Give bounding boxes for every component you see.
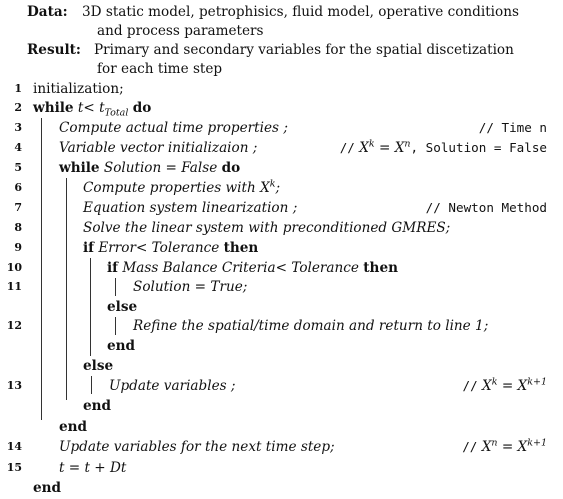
line-number: 3 bbox=[14, 121, 22, 134]
algo-line-6 bbox=[0, 178, 563, 198]
equals: = bbox=[497, 439, 518, 455]
while-statement bbox=[33, 98, 151, 118]
equals: = bbox=[497, 378, 518, 394]
keyword-if: if bbox=[107, 260, 119, 276]
comment-slashes: // bbox=[339, 140, 355, 155]
line-text: Update variables for the next time step; bbox=[59, 439, 335, 455]
if-statement bbox=[107, 258, 398, 278]
keyword-while: while bbox=[33, 100, 74, 116]
line-text: Solution = True; bbox=[133, 279, 248, 295]
line-number: 12 bbox=[6, 319, 22, 332]
if-condition: Error< Tolerance bbox=[98, 240, 220, 256]
line-text: Update variables ; bbox=[109, 378, 236, 394]
line-number: 9 bbox=[14, 241, 22, 254]
algo-line-2 bbox=[0, 98, 563, 118]
keyword-end: end bbox=[59, 419, 88, 435]
while-statement bbox=[59, 158, 240, 178]
line-number: 15 bbox=[6, 461, 22, 474]
algo-line-10 bbox=[0, 258, 563, 278]
math-x: X bbox=[482, 378, 492, 394]
math-x: X bbox=[260, 180, 270, 196]
algo-line-1 bbox=[0, 79, 563, 99]
var-t: t bbox=[77, 100, 84, 116]
math-x: X bbox=[517, 378, 528, 394]
comment bbox=[340, 138, 547, 158]
line-number: 8 bbox=[14, 221, 22, 234]
line-text: Equation system linearization ; bbox=[83, 200, 298, 216]
algo-end-1 bbox=[0, 336, 563, 356]
data-line-1 bbox=[0, 2, 563, 22]
line-number: 4 bbox=[14, 141, 22, 154]
algo-end-2 bbox=[0, 396, 563, 416]
var-t-total: t bbox=[99, 100, 105, 116]
algo-line-5 bbox=[0, 158, 563, 178]
line-number: 13 bbox=[6, 379, 22, 392]
line-text bbox=[83, 178, 280, 198]
keyword-end: end bbox=[83, 398, 112, 414]
keyword-end: end bbox=[107, 338, 136, 354]
line-number: 7 bbox=[14, 201, 22, 214]
comment: // Time n bbox=[478, 120, 547, 135]
math-x: X bbox=[394, 140, 405, 156]
comment: // Newton Method bbox=[425, 200, 547, 215]
algo-end-4 bbox=[0, 478, 563, 498]
math-x: X bbox=[481, 439, 492, 455]
semicolon: ; bbox=[275, 180, 281, 196]
line-number: 14 bbox=[6, 440, 22, 453]
line-text: Refine the spatial/time domain and return to line 1; bbox=[133, 318, 489, 334]
data-label: Data: bbox=[27, 4, 68, 20]
equals: = bbox=[374, 140, 395, 156]
result-text-continuation: for each time step bbox=[97, 61, 223, 77]
algo-line-4 bbox=[0, 138, 563, 158]
sup-k: k bbox=[269, 178, 276, 190]
algo-line-15 bbox=[0, 458, 563, 478]
algo-line-12 bbox=[0, 316, 563, 336]
keyword-while: while bbox=[59, 160, 100, 176]
algo-line-9 bbox=[0, 238, 563, 258]
data-line-2 bbox=[0, 21, 563, 41]
if-statement bbox=[83, 238, 258, 258]
sup-k-plus-1: k+1 bbox=[527, 437, 547, 449]
math-x: X bbox=[517, 439, 528, 455]
algo-line-7 bbox=[0, 198, 563, 218]
line-number: 5 bbox=[14, 161, 22, 174]
keyword-if: if bbox=[83, 240, 95, 256]
line-number: 6 bbox=[14, 181, 22, 194]
algo-line-14 bbox=[0, 437, 563, 457]
comment-tail: , Solution = False bbox=[410, 140, 547, 155]
lt-symbol: < bbox=[83, 100, 95, 116]
algo-else-1 bbox=[0, 297, 563, 317]
comment-slashes: // bbox=[462, 439, 478, 454]
sup-k: k bbox=[491, 376, 498, 388]
result-line-2 bbox=[0, 59, 563, 79]
comment bbox=[463, 376, 547, 396]
result-line-1 bbox=[0, 40, 563, 60]
keyword-end: end bbox=[33, 480, 62, 496]
result-text: Primary and secondary variables for the spatial discetization bbox=[94, 42, 514, 58]
algo-line-11 bbox=[0, 277, 563, 297]
line-number: 1 bbox=[14, 82, 22, 95]
line-text: Variable vector initializaion ; bbox=[59, 140, 258, 156]
algo-line-3 bbox=[0, 118, 563, 138]
algo-end-3 bbox=[0, 417, 563, 437]
algo-else-2 bbox=[0, 356, 563, 376]
data-text-continuation: and process parameters bbox=[97, 23, 264, 39]
while-condition: Solution = False bbox=[103, 160, 218, 176]
sup-k-plus-1: k+1 bbox=[527, 376, 547, 388]
sup-n: n bbox=[491, 437, 498, 449]
keyword-else: else bbox=[107, 299, 138, 315]
keyword-then: then bbox=[363, 260, 398, 276]
math-x: X bbox=[359, 140, 369, 156]
line-text: Solve the linear system with preconditioned GMRES; bbox=[83, 220, 451, 236]
keyword-else: else bbox=[83, 358, 114, 374]
comment-slashes: // bbox=[462, 378, 478, 393]
line-text: t = t + Dt bbox=[59, 460, 127, 476]
line-text: Compute actual time properties ; bbox=[59, 120, 288, 136]
comment bbox=[462, 437, 547, 457]
keyword-do: do bbox=[132, 100, 152, 116]
line-number: 10 bbox=[6, 261, 22, 274]
line-number: 2 bbox=[14, 101, 22, 114]
line-text-main: Compute properties with bbox=[83, 180, 261, 196]
keyword-then: then bbox=[223, 240, 259, 256]
algo-line-8 bbox=[0, 218, 563, 238]
subscript-total: Total bbox=[104, 107, 129, 119]
if-condition: Mass Balance Criteria< Tolerance bbox=[122, 260, 359, 276]
sup-k: k bbox=[368, 138, 375, 150]
keyword-do: do bbox=[221, 160, 241, 176]
result-label: Result: bbox=[27, 42, 81, 58]
line-text: initialization; bbox=[33, 81, 124, 97]
line-number: 11 bbox=[6, 280, 22, 293]
sup-n: n bbox=[404, 138, 411, 150]
data-text: 3D static model, petrophisics, fluid model, operative conditions bbox=[82, 4, 519, 20]
algo-line-13 bbox=[0, 376, 563, 396]
